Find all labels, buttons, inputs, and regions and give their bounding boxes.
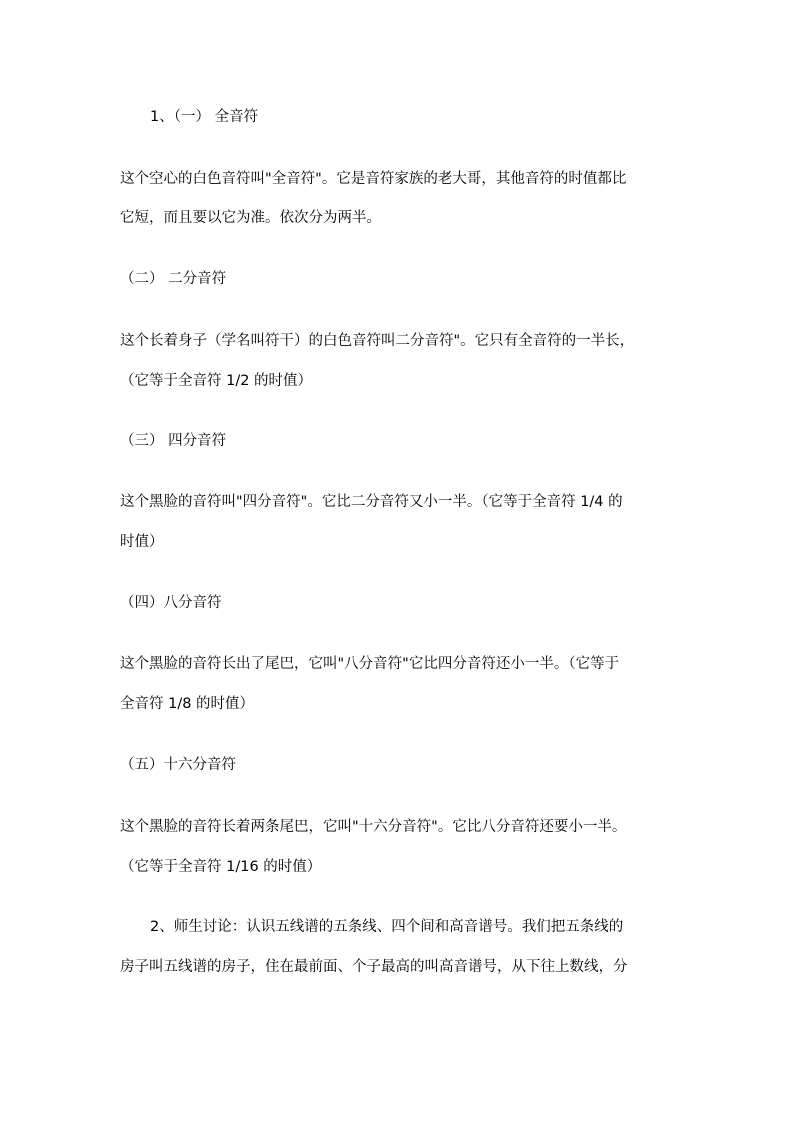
discussion-paragraph-line: 2、师生讨论：认识五线谱的五条线、四个间和高音谱号。我们把五条线的 bbox=[150, 919, 624, 935]
discussion-paragraph-line: 房子叫五线谱的房子，住在最前面、个子最高的叫高音谱号，从下往上数线，分 bbox=[120, 959, 628, 975]
section-body-line: （它等于全音符 1/16 的时值） bbox=[120, 859, 322, 875]
section-heading-eighth-note: （四）八分音符 bbox=[120, 595, 222, 611]
section-body-line: 这个黑脸的音符叫"四分音符"。它比二分音符又小一半。（它等于全音符 1/4 的 bbox=[120, 494, 623, 510]
section-heading-quarter-note: （三） 四分音符 bbox=[120, 433, 227, 449]
section-heading-sixteenth-note: （五）十六分音符 bbox=[120, 757, 236, 773]
section-body-line: 全音符 1/8 的时值） bbox=[120, 696, 255, 712]
section-body-line: 这个黑脸的音符长出了尾巴，它叫"八分音符"它比四分音符还小一半。（它等于 bbox=[120, 656, 620, 672]
section-body-line: （它等于全音符 1/2 的时值） bbox=[120, 373, 313, 389]
section-body-line: 时值） bbox=[120, 534, 164, 550]
section-body-line: 这个长着身子（学名叫符干）的白色音符叫二分音符"。它只有全音符的一半长， bbox=[120, 333, 635, 349]
section-heading-whole-note: 1、（一） 全音符 bbox=[150, 109, 259, 125]
section-body-line: 它短，而且要以它为准。依次分为两半。 bbox=[120, 210, 381, 226]
section-body-line: 这个空心的白色音符叫"全音符"。它是音符家族的老大哥，其他音符的时值都比 bbox=[120, 171, 627, 187]
section-heading-half-note: （二） 二分音符 bbox=[120, 271, 227, 287]
section-body-line: 这个黑脸的音符长着两条尾巴，它叫"十六分音符"。它比八分音符还要小一半。 bbox=[120, 819, 627, 835]
